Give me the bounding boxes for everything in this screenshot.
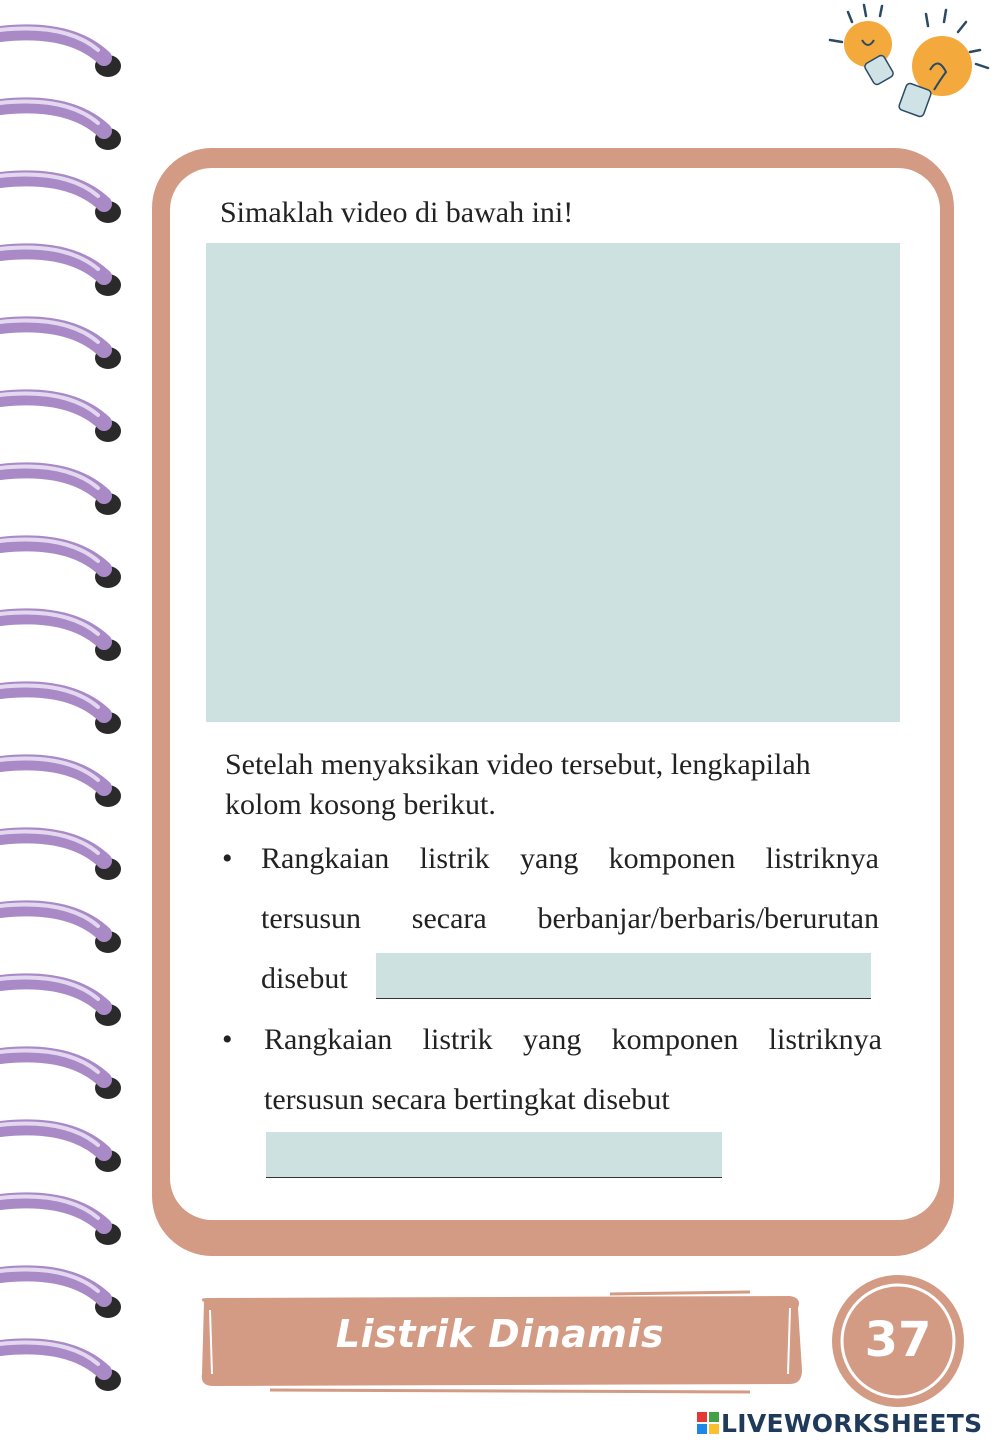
answer-input-2[interactable] bbox=[266, 1132, 722, 1178]
video-placeholder[interactable] bbox=[206, 243, 900, 722]
spiral-ring bbox=[0, 248, 121, 296]
instruction-paragraph: Setelah menyaksikan video tersebut, lengkapilah kolom kosong berikut. bbox=[225, 748, 811, 821]
item2-line2: tersusun secara bertingkat disebut bbox=[264, 1083, 670, 1116]
item1-line2: tersusun secara berbanjar/berbaris/berurutan bbox=[261, 902, 879, 935]
spiral-ring bbox=[0, 1051, 121, 1099]
lightbulb-icon bbox=[820, 0, 1000, 130]
spiral-ring bbox=[0, 175, 121, 223]
spiral-ring bbox=[0, 1343, 121, 1391]
spiral-ring bbox=[0, 759, 121, 807]
bullet-1: • bbox=[222, 842, 233, 875]
spiral-ring bbox=[0, 540, 121, 588]
spiral-ring bbox=[0, 978, 121, 1026]
liveworksheets-logo-icon bbox=[697, 1412, 719, 1434]
page-number: 37 bbox=[864, 1312, 932, 1368]
brand-text: LIVEWORKSHEETS bbox=[721, 1408, 983, 1438]
spiral-ring bbox=[0, 905, 121, 953]
spiral-ring bbox=[0, 102, 121, 150]
item1-line3: disebut bbox=[261, 962, 348, 995]
spiral-ring bbox=[0, 1197, 121, 1245]
spiral-ring bbox=[0, 321, 121, 369]
spiral-ring bbox=[0, 394, 121, 442]
spiral-ring bbox=[0, 1270, 121, 1318]
spiral-ring bbox=[0, 686, 121, 734]
answer-input-1[interactable] bbox=[376, 953, 871, 999]
spiral-ring bbox=[0, 832, 121, 880]
brand-watermark bbox=[697, 1408, 982, 1438]
item1-line1: Rangkaian listrik yang komponen listriknya bbox=[261, 842, 879, 875]
spiral-ring bbox=[0, 29, 121, 77]
spiral-ring bbox=[0, 1124, 121, 1172]
spiral-ring bbox=[0, 467, 121, 515]
item2-line1: Rangkaian listrik yang komponen listriknya bbox=[264, 1023, 882, 1056]
spiral-binding bbox=[0, 0, 140, 1443]
footer-title: Listrik Dinamis bbox=[335, 1312, 665, 1356]
spiral-ring bbox=[0, 613, 121, 661]
bullet-2: • bbox=[222, 1023, 233, 1056]
instruction-text: Simaklah video di bawah ini! bbox=[220, 196, 574, 229]
